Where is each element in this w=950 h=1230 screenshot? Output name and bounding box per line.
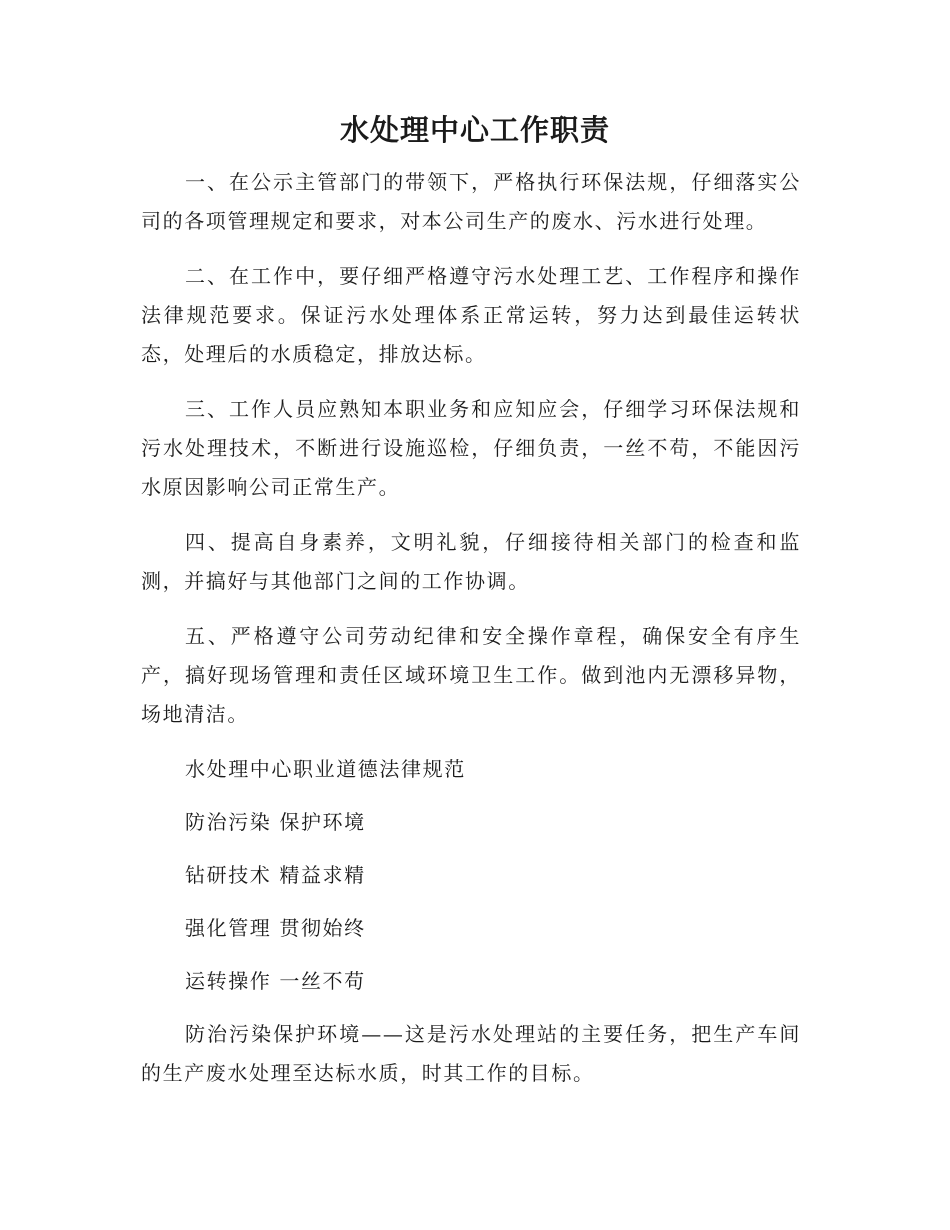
document-title: 水处理中心工作职责 [339, 113, 610, 147]
section-heading-ethics: 水处理中心职业道德法律规范 [185, 757, 466, 781]
paragraph-duty-3: 三、工作人员应熟知本职业务和应知应会，仔细学习环保法规和污水处理技术，不断进行设施巡检，仔细负责，一丝不苟，不能因污水原因影响公司正常生产。 [141, 397, 801, 499]
paragraph-duty-1: 一、在公示主管部门的带领下，严格执行环保法规，仔细落实公司的各项管理规定和要求，对本公司生产的废水、污水进行处理。 [141, 170, 801, 233]
paragraph-duty-5: 五、严格遵守公司劳动纪律和安全操作章程，确保安全有序生产，搞好现场管理和责任区域环境卫生工作。做到池内无漂移异物，场地清洁。 [141, 624, 801, 726]
paragraph-duty-4: 四、提高自身素养，文明礼貌，仔细接待相关部门的检查和监测，并搞好与其他部门之间的工作协调。 [141, 530, 801, 593]
document-body [141, 163, 801, 1109]
motto-line-2: 钻研技术 精益求精 [185, 863, 366, 887]
paragraph-explanation: 防治污染保护环境——这是污水处理站的主要任务，把生产车间的生产废水处理至达标水质，时其工作的目标。 [141, 1022, 801, 1085]
motto-line-4: 运转操作 一丝不苟 [185, 969, 366, 993]
motto-line-3: 强化管理 贯彻始终 [185, 916, 366, 940]
motto-line-1: 防治污染 保护环境 [185, 810, 366, 834]
paragraph-duty-2: 二、在工作中，要仔细严格遵守污水处理工艺、工作程序和操作法律规范要求。保证污水处理体系正常运转，努力达到最佳运转状态，处理后的水质稳定，排放达标。 [141, 264, 801, 366]
